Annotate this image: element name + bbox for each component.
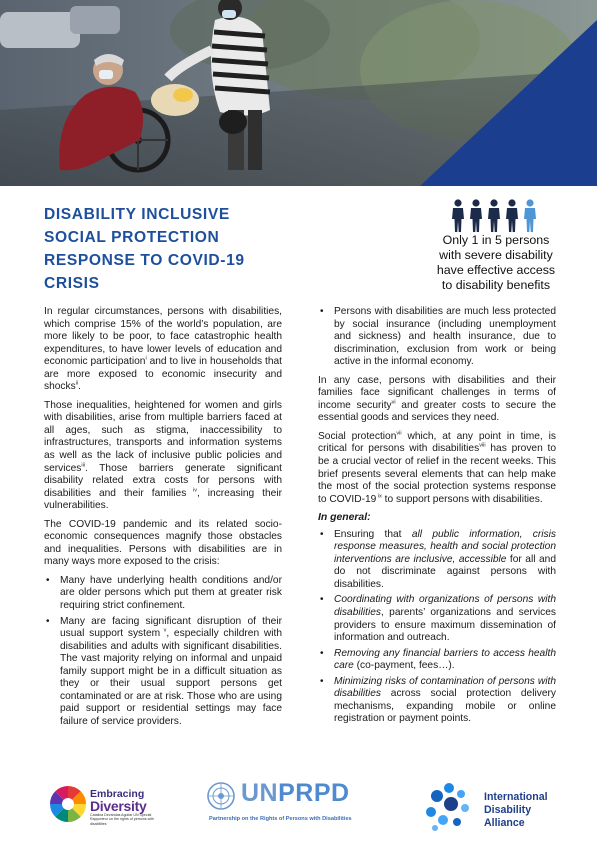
bullet-list	[318, 529, 556, 726]
footnote-ref: vi	[391, 399, 396, 406]
logo-text: UN	[241, 779, 279, 807]
title-line: DISABILITY INCLUSIVE	[44, 206, 230, 223]
stat-text	[426, 233, 566, 293]
list-item: • Persons with disabilities are much less protected by social insurance (including unemployment and sickness) and health insurance, due to discrimination, exclusion from work or being active in the informal economy.	[318, 306, 556, 369]
logo-text: Alliance	[484, 817, 525, 829]
list-item: • Many have underlying health conditions and/or are older persons which put them at greater risk requiring strict confinement.	[44, 575, 282, 613]
ida-dots-icon	[421, 782, 477, 832]
logo-text-block	[484, 791, 548, 830]
logo-text: Embracing	[90, 788, 145, 800]
emphasis: Removing any financial barriers to access health care	[334, 647, 556, 672]
footnote-ref: iii	[81, 462, 86, 469]
right-column	[318, 306, 556, 732]
footnote-ref: iv	[186, 487, 197, 494]
title-line: SOCIAL PROTECTION	[44, 229, 220, 246]
stat-line: with severe disability	[439, 248, 553, 262]
logo-wordmark	[241, 779, 350, 808]
partner-logos	[0, 775, 597, 843]
ida-logo	[421, 782, 561, 832]
list-item	[318, 676, 556, 726]
text: , especially children with disabilities and adults with significant disabilities. The vast majority relying on informal and unpaid family support might be in a difficult situation as they or their usual support persons get contaminated or are at risk. Those who are using paid support or residential settings may face failure of service providers.	[60, 628, 282, 727]
footnote-ref: ii	[75, 380, 79, 387]
stat-line: have effective access	[436, 263, 556, 277]
unprpd-logo	[206, 781, 386, 831]
list-item	[44, 616, 282, 729]
hero-photo	[0, 0, 597, 186]
person-icon	[452, 199, 464, 232]
text: has proven to be a crucial vector of relief in the recent weeks. This brief presents several elements that can help make the most of the social protection systems response to COVID-19	[318, 443, 557, 505]
person-icon	[488, 199, 500, 232]
text: In regular circumstances, persons with disabilities, which comprise 15% of the world’s population, are more likely to be poor, to face catastrophic health expenditures, to have lower levels of education and economic participation	[44, 306, 282, 368]
emphasis: Minimizing risks of contamination of persons with disabilities	[334, 675, 556, 700]
text: Those inequalities, heightened for women and girls with disabilities, arise from multiple barriers faced at all ages, such as stigma, inaccessibility to infrastructures, transports and information systems as well as the lack of inclusive public policies and services	[44, 399, 282, 474]
person-icon	[470, 199, 482, 232]
text: for all and do not discriminate against persons with disabilities.	[334, 553, 556, 590]
paragraph	[44, 400, 282, 513]
persons-icon-group	[449, 199, 539, 233]
logo-text: Diversity	[90, 798, 147, 814]
logo-subtext: Catalina Devandas Aguilar UN Special Rapporteur on the rights of persons with disabilities	[90, 813, 154, 826]
text: , parents’ organizations and services providers to ensure maximum dissemination of information and outreach.	[334, 607, 556, 644]
bullet-list	[318, 306, 556, 369]
text: across social protection delivery mechanisms, expanding mobile or online registration or payment points.	[334, 688, 556, 725]
paragraph: The COVID-19 pandemic and its related socio-economic consequences magnify those obstacles and inequalities. Persons with disabilities are in many ways more exposed to the crisis:	[44, 518, 282, 568]
title-line: CRISIS	[44, 275, 100, 292]
text: Many are facing significant disruption of their usual support system	[60, 615, 282, 640]
text: and greater costs to secure the essential goods and services they need.	[318, 399, 556, 424]
title-line: RESPONSE TO COVID-19	[44, 252, 245, 269]
section-subheading: In general:	[318, 512, 371, 524]
footnote-ref: vii	[396, 430, 402, 437]
text: , increasing their vulnerabilities.	[44, 487, 283, 512]
left-column	[44, 306, 282, 735]
logo-tagline: Partnership on the Rights of Persons with Disabilities	[209, 816, 352, 822]
text: In any case, persons with disabilities and their families face significant challenges in terms of income security	[318, 374, 556, 411]
list-item	[318, 648, 556, 673]
footnote-ref: viii	[479, 443, 486, 450]
text: . Those barriers generate significant disability related extra costs for persons with disabilities and their families	[44, 462, 282, 499]
footnote-ref: i	[145, 355, 147, 362]
bullet-list	[44, 575, 282, 729]
stat-line: Only 1 in 5 persons	[442, 233, 550, 247]
paragraph	[44, 306, 282, 394]
text: .	[78, 381, 82, 393]
person-icon	[506, 199, 518, 232]
text: which, at any point in time, is critical for persons with disabilities	[318, 430, 556, 455]
paragraph	[318, 375, 556, 425]
text: Ensuring that	[334, 528, 412, 540]
footnote-ref: v	[160, 627, 167, 634]
list-item	[318, 594, 556, 644]
hero-photo-illustration	[0, 0, 597, 186]
emphasis: all public information, crisis response measures, health and social protection interventions are inclusive, accessible	[334, 528, 556, 565]
text: (co-payment, fees…).	[353, 660, 455, 672]
un-emblem-icon	[206, 781, 236, 811]
logo-text: PRPD	[278, 779, 350, 807]
document-title	[44, 203, 284, 295]
text: to support persons with disabilities.	[381, 493, 543, 505]
footnote-ref: ix	[376, 493, 382, 500]
text: Social protection	[318, 430, 397, 442]
logo-text: International	[484, 791, 548, 803]
stat-line: to disability benefits	[441, 278, 551, 292]
color-wheel-icon	[48, 784, 88, 824]
paragraph	[318, 431, 556, 506]
text: and to live in households that are more exposed to economic insecurity and shocks	[44, 356, 282, 393]
person-icon-highlighted	[524, 199, 536, 232]
list-item	[318, 529, 556, 592]
logo-text: Disability	[484, 804, 532, 816]
embracing-diversity-logo	[48, 780, 168, 826]
emphasis: Coordinating with organizations of persons with disabilities	[334, 594, 556, 619]
